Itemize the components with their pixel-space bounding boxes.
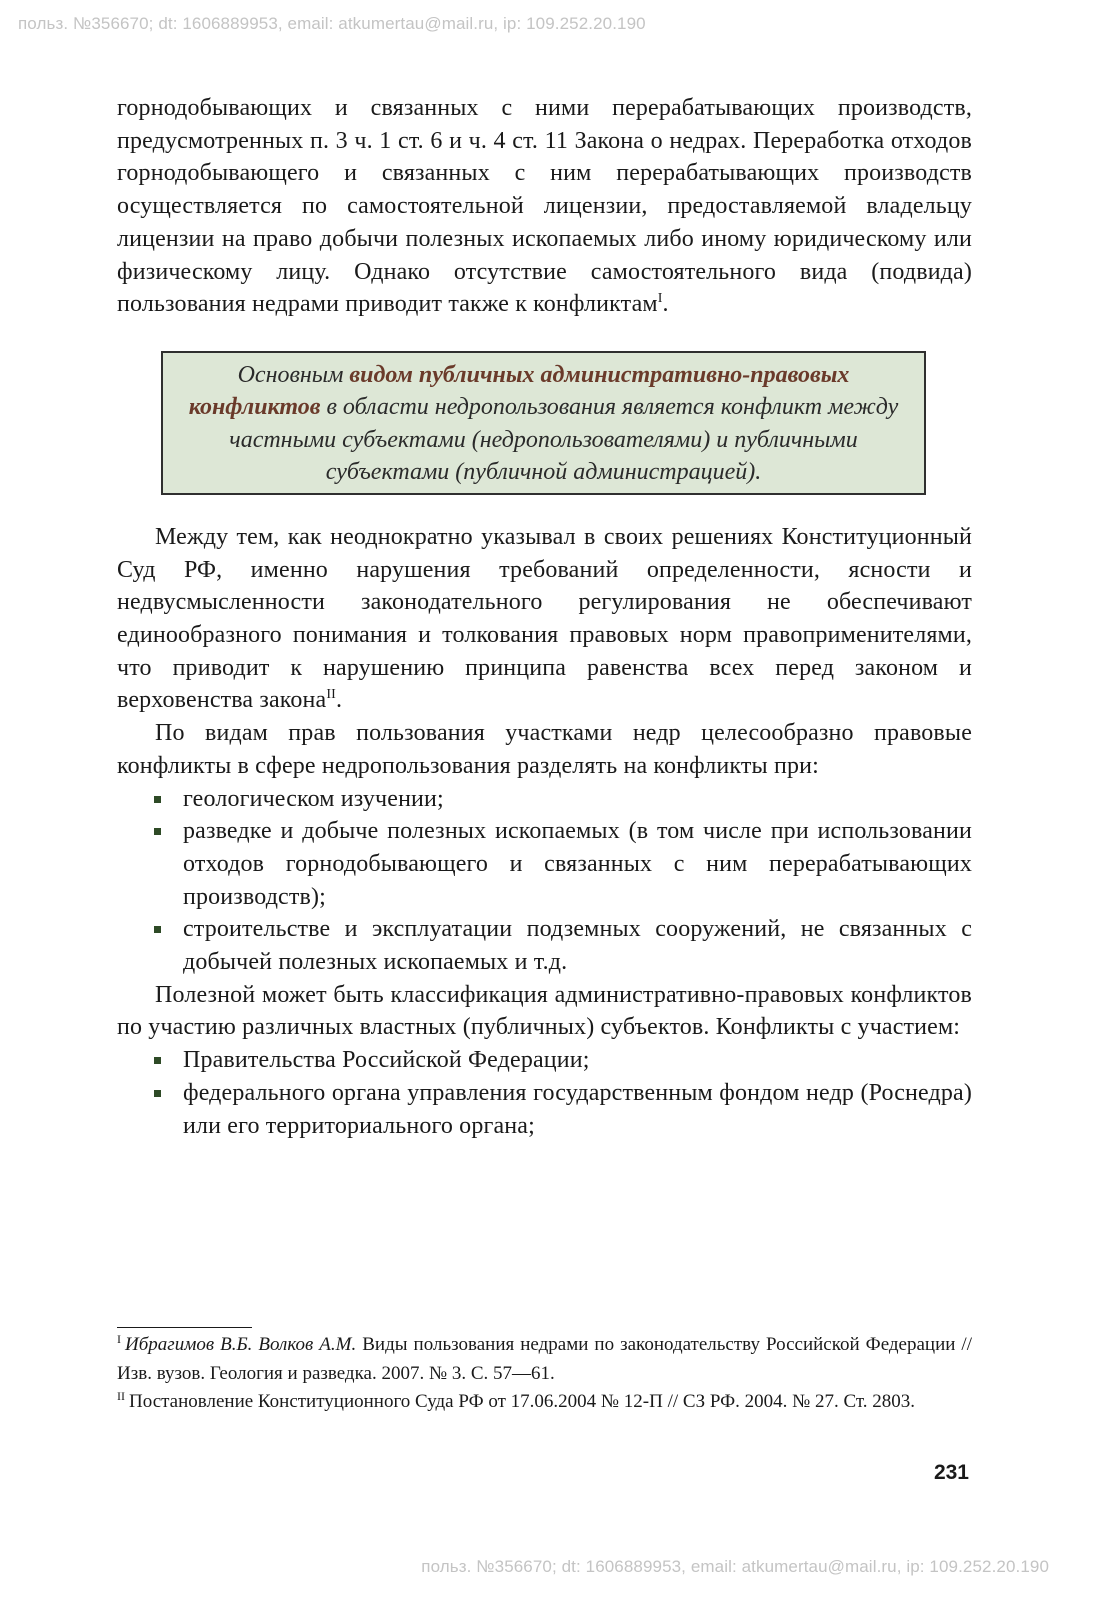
- list-item-text: геологическом изучении;: [183, 785, 444, 812]
- list-item-text: Правительства Российской Федерации;: [183, 1047, 590, 1074]
- intro-text: горнодобывающих и связанных с ними перерабатывающих производств, предусмотренных п. 3 ч. 1 ст. 6 и ч. 4 ст. 11 Закона о недрах. Переработка отходов горнодобывающего и связанных с ним перерабатывающих производств осуществляется по самостоятельной лицензии, предоставляемой владельцу лицензии на право добычи полезных ископаемых либо иному юридическому или физическому лицу. Однако отсутствие самостоятельного вида (подвида) пользования недрами приводит также к конфликтам: [117, 95, 972, 318]
- bullet-icon: [154, 796, 161, 803]
- footnote-1: [117, 1331, 972, 1388]
- bullet-list-1: [117, 783, 972, 979]
- footnote-2: [117, 1388, 972, 1417]
- list-item-text: федерального органа управления государственным фондом недр (Роснедра) или его территориального органа;: [183, 1079, 972, 1139]
- footnote-mark: I: [117, 1332, 121, 1346]
- bullet-list-2: [117, 1044, 972, 1142]
- bullet-icon: [154, 1057, 161, 1064]
- paragraph-2: [117, 521, 972, 717]
- highlight-accent: видом публичных административно-правовых конфликтов: [188, 361, 850, 421]
- list-item: [183, 815, 972, 913]
- bullet-icon: [154, 828, 161, 835]
- paragraph-3: По видам прав пользования участками недр целесообразно правовые конфликты в сфере недропользования разделять на конфликты при:: [117, 720, 972, 779]
- footnotes: [117, 1331, 972, 1417]
- intro-end: .: [662, 291, 669, 318]
- list-item-text: строительстве и эксплуатации подземных сооружений, не связанных с добычей полезных ископаемых и т.д.: [183, 916, 972, 976]
- intro-paragraph: [117, 92, 972, 321]
- footnote-author: Ибрагимов В.Б. Волков А.М.: [125, 1334, 357, 1355]
- list-item: [183, 913, 972, 978]
- footnote-ref-1[interactable]: I: [657, 291, 663, 307]
- footnote-text: Постановление Конституционного Суда РФ от 17.06.2004 № 12-П // СЗ РФ. 2004. № 27. Ст. 2803.: [129, 1391, 916, 1412]
- footnote-text: Виды пользования недрами по законодательству Российской Федерации // Изв. вузов. Геология и разведка. 2007. № 3. С. 57—61.: [117, 1334, 972, 1384]
- footnote-ref-2[interactable]: II: [326, 687, 336, 703]
- highlight-part2: в области недропользования является конфликт между частными субъектами (недропользователями) и публичными субъектами (публичной администрацией).: [229, 394, 899, 486]
- page-content: [117, 92, 972, 1142]
- list-item: [183, 783, 972, 816]
- footnote-mark: II: [117, 1389, 125, 1403]
- paragraph-2-text: Между тем, как неоднократно указывал в своих решениях Конституционный Суд РФ, именно нарушения требований определенности, ясности и недвусмысленности законодательного регулирования не обеспечивают единообразного понимания и толкования правовых норм правоприменителями, что приводит к нарушению принципа равенства всех перед законом и верховенства закона: [117, 523, 972, 714]
- page-number: 231: [933, 1461, 969, 1484]
- watermark-bottom: польз. №356670; dt: 1606889953, email: atkumertau@mail.ru, ip: 109.252.20.190: [421, 1557, 1049, 1576]
- list-item: [183, 1077, 972, 1142]
- paragraph-2-end: .: [335, 687, 343, 714]
- paragraph-4: Полезной может быть классификация административно-правовых конфликтов по участию различных властных (публичных) субъектов. Конфликты с участием:: [117, 981, 972, 1041]
- footnote-divider: [117, 1327, 252, 1328]
- watermark-top: польз. №356670; dt: 1606889953, email: atkumertau@mail.ru, ip: 109.252.20.190: [18, 14, 646, 33]
- highlight-part1: Основным: [237, 361, 350, 388]
- bullet-icon: [154, 1090, 161, 1097]
- list-item-text: разведке и добыче полезных ископаемых (в том числе при использовании отходов горнодобывающего и связанных с ним перерабатывающих производств);: [183, 818, 972, 910]
- highlight-box: [161, 351, 926, 495]
- bullet-icon: [154, 926, 161, 933]
- list-item: [183, 1044, 972, 1077]
